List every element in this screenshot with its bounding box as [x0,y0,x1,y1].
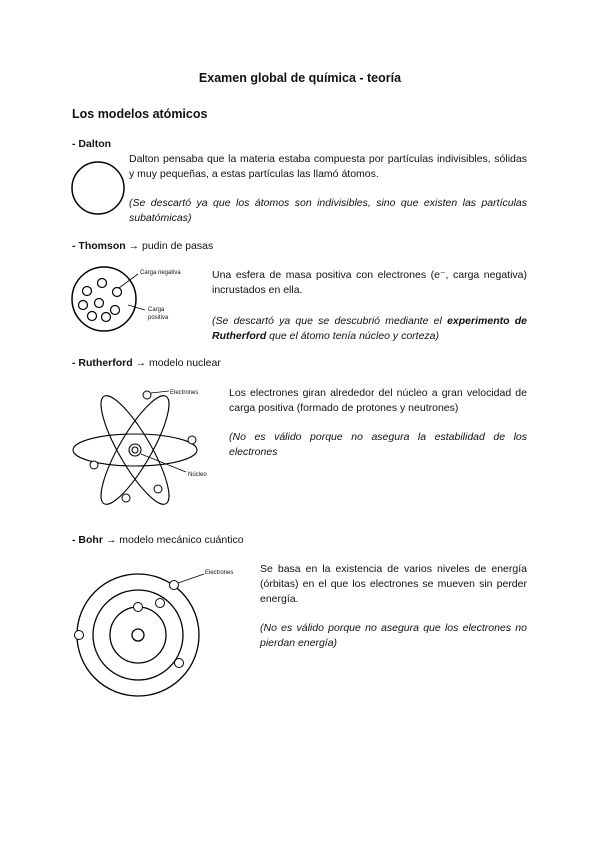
bohr-label-electrons: Electrones [205,570,234,576]
rutherford-atom-diagram [70,378,220,508]
rutherford-note: (No es válido porque no asegura la estabilidad de los electrones [229,431,527,458]
dalton-note: (Se descartó ya que los átomos son indivisibles, sino que existen las partículas subatómicas) [129,197,527,224]
bohr-note: (No es válido porque no asegura que los electrones no pierdan energía) [260,622,527,649]
thomson-note: (Se descartó ya que se descubrió mediante el experimento de Rutherford que el átomo tenía núcleo y corteza) [212,315,528,342]
rutherford-heading: - Rutherford → modelo nuclear [72,357,221,369]
section-heading: Los modelos atómicos [72,107,208,121]
dalton-atom-diagram [70,160,126,216]
rutherford-label-nucleus: Núcleo [188,472,207,478]
bohr-heading: - Bohr → modelo mecánico cuántico [72,534,244,546]
rutherford-text: Los electrones giran alrededor del núcleo a gran velocidad de carga positiva (formado de protones y neutrones) [229,387,527,414]
thomson-atom-diagram [70,265,140,335]
page-title: Examen global de química - teoría [198,71,402,85]
thomson-label-positive-2: positiva [148,315,169,321]
bohr-text: Se basa en la existencia de varios niveles de energía (órbitas) en el que los electrones se mueven sin perder energía. [260,563,527,605]
thomson-label-negative: Carga negativa [140,270,181,276]
thomson-heading: - Thomson → pudin de pasas [72,240,214,252]
bohr-atom-diagram [74,568,254,708]
dalton-text: Dalton pensaba que la materia estaba compuesta por partículas indivisibles, sólidas y muy pequeñas, a estas partículas las llamó átomos. [129,153,527,180]
dalton-heading: - Dalton [72,138,112,150]
thomson-text: Una esfera de masa positiva con electrones (e⁻, carga negativa) incrustados en ella. [212,269,527,296]
thomson-label-positive-1: Carga [148,307,165,313]
rutherford-label-electrons: Electrones [170,390,199,396]
